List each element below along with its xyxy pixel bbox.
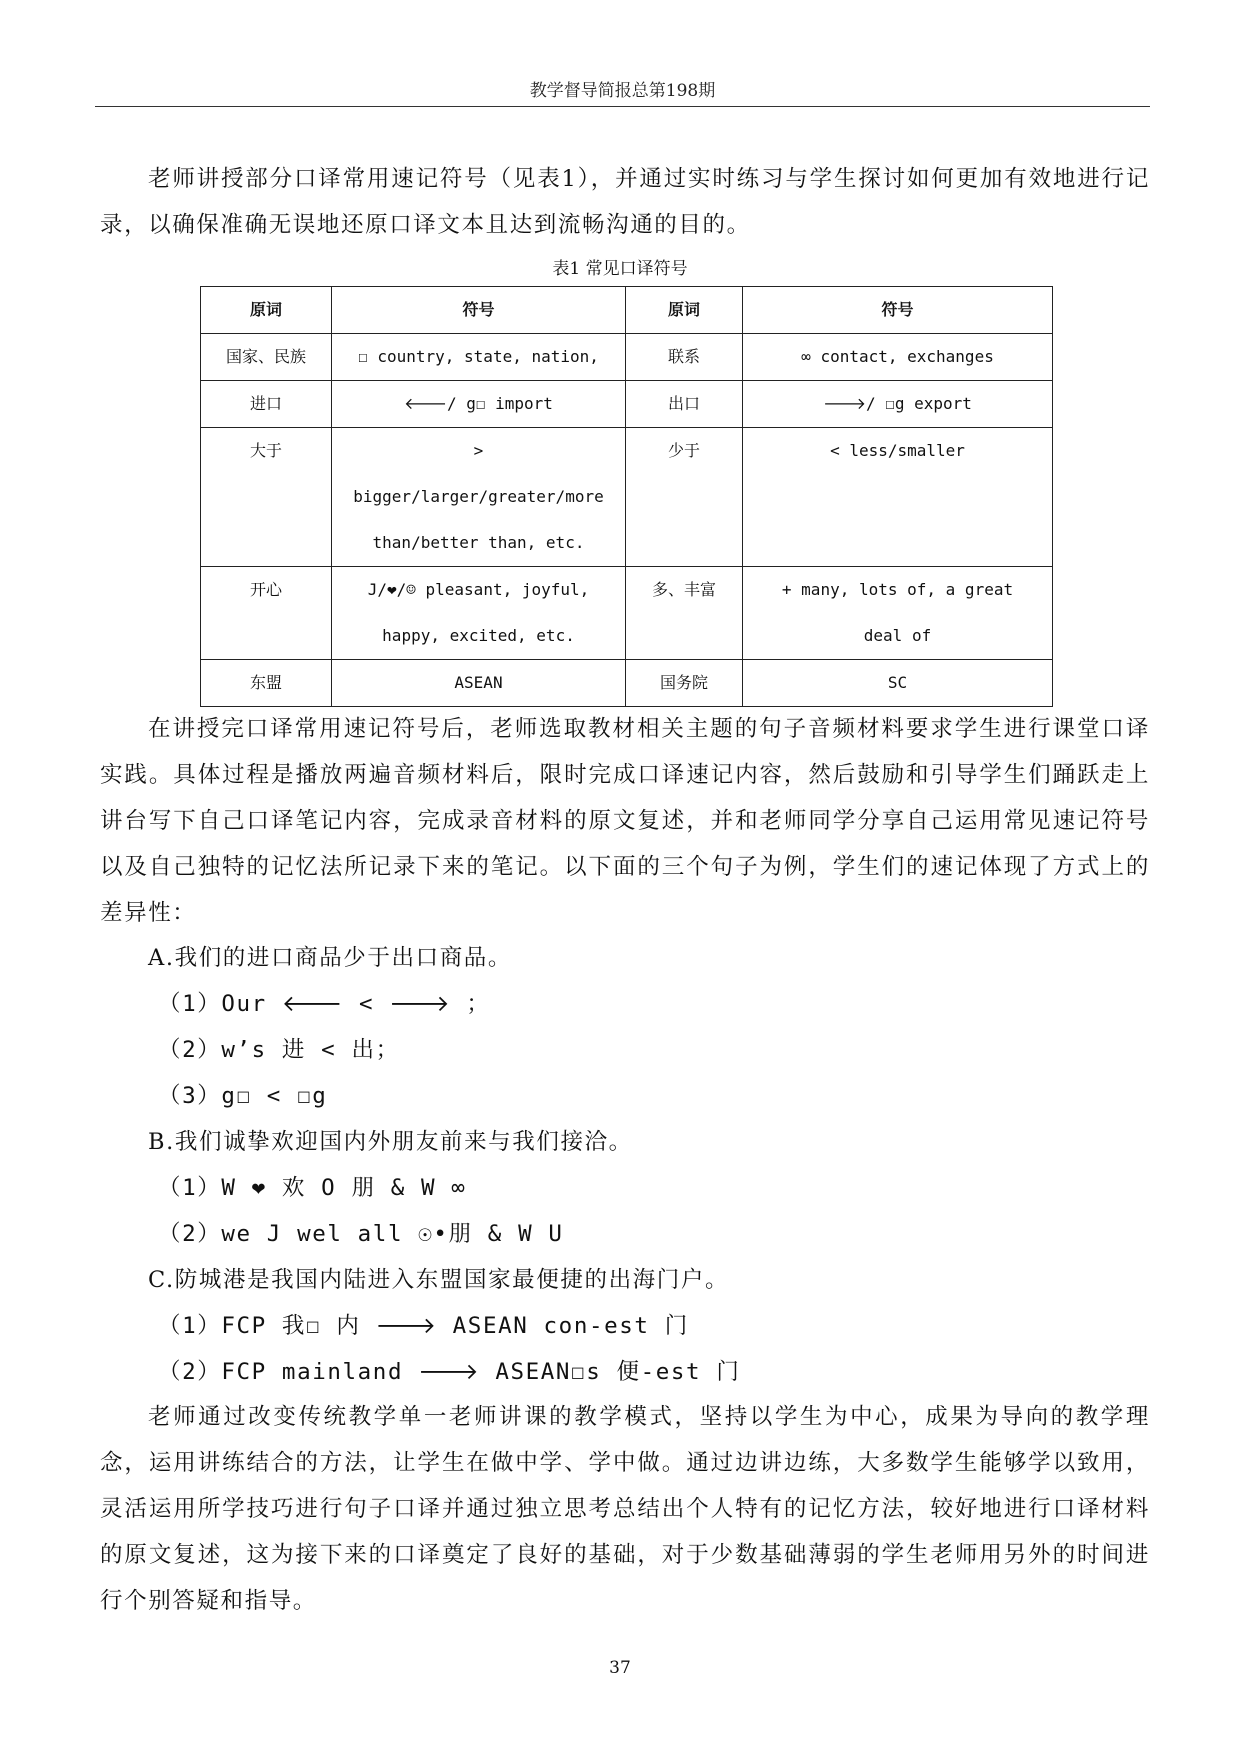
symbol-line: bigger/larger/greater/more [353, 487, 604, 506]
example-note: （1）FCP 我☐ 内 🡒 ASEAN con-est 门 [158, 1313, 689, 1339]
table-cell-symbol: ☐ country, state, nation, [332, 334, 626, 381]
table-cell-symbol: ASEAN [332, 660, 626, 707]
table-row [201, 567, 1053, 660]
example-note: （1）Our 🡐 < 🡒 ； [158, 991, 491, 1017]
table-cell-word: 多、丰富 [626, 567, 743, 660]
table-cell-symbol: 🡒/ ☐g export [743, 381, 1053, 428]
column-header: 符号 [332, 287, 626, 334]
symbol-line: deal of [863, 626, 932, 645]
table-cell-word: 出口 [626, 381, 743, 428]
table-cell-word: 国务院 [626, 660, 743, 707]
example-note: （2）FCP mainland 🡒 ASEAN☐s 便-est 门 [158, 1359, 741, 1385]
symbol-line: + many, lots of, a great [781, 580, 1014, 599]
table-row [201, 334, 1053, 381]
symbol-line: happy, excited, etc. [382, 626, 575, 645]
table-row [201, 660, 1053, 707]
table-cell-word: 国家、民族 [201, 334, 332, 381]
column-header: 符号 [743, 287, 1053, 334]
symbol-table [200, 286, 1053, 707]
table-cell-word: 少于 [626, 428, 743, 567]
practice-paragraph: 在讲授完口译常用速记符号后，老师选取教材相关主题的句子音频材料要求学生进行课堂口译实践。具体过程是播放两遍音频材料后，限时完成口译速记内容，然后鼓励和引导学生们踊跃走上讲台写下自己口译笔记内容，完成录音材料的原文复述，并和老师同学分享自己运用常见速记符号以及自己独特的记忆法所记录下来的笔记。以下面的三个句子为例，学生们的速记体现了方式上的差异性： [100, 716, 1150, 926]
example-sentence-b: B.我们诚挚欢迎国内外朋友前来与我们接洽。 [148, 1129, 633, 1155]
table-row [201, 381, 1053, 428]
table-cell-word: 东盟 [201, 660, 332, 707]
example-note: （2）we J wel all ☉•朋 & W U [158, 1221, 564, 1247]
table-cell-word: 大于 [201, 428, 332, 567]
column-header: 原词 [201, 287, 332, 334]
symbol-line: > [473, 441, 484, 460]
table-cell-symbol [332, 567, 626, 660]
table-cell-word: 联系 [626, 334, 743, 381]
page-number: 37 [609, 1658, 631, 1678]
column-header: 原词 [626, 287, 743, 334]
table-row [201, 428, 1053, 567]
table-caption: 表1 常见口译符号 [552, 259, 688, 279]
table-cell-symbol: ∞ contact, exchanges [743, 334, 1053, 381]
page-header: 教学督导简报总第198期 [529, 81, 716, 101]
example-note: （1）W ❤ 欢 O 朋 & W ∞ [158, 1175, 467, 1201]
example-note: （3）g☐ < ☐g [158, 1083, 328, 1109]
example-sentence-a: A.我们的进口商品少于出口商品。 [148, 945, 513, 971]
symbol-line: J/❤/☺ pleasant, joyful, [367, 580, 590, 599]
table-header-row [201, 287, 1053, 334]
table-cell-symbol [743, 567, 1053, 660]
table-cell-symbol: 🡐/ g☐ import [332, 381, 626, 428]
table-cell-word: 进口 [201, 381, 332, 428]
examples-list [100, 935, 1150, 1395]
table-cell-symbol: < less/smaller [743, 428, 1053, 567]
table-cell-symbol [332, 428, 626, 567]
example-note: （2）w’s 进 < 出； [158, 1037, 400, 1063]
symbol-line: than/better than, etc. [372, 533, 585, 552]
table-cell-word: 开心 [201, 567, 332, 660]
closing-paragraph: 老师通过改变传统教学单一老师讲课的教学模式，坚持以学生为中心，成果为导向的教学理念，运用讲练结合的方法，让学生在做中学、学中做。通过边讲边练，大多数学生能够学以致用，灵活运用所学技巧进行句子口译并通过独立思考总结出个人特有的记忆方法，较好地进行口译材料的原文复述，这为接下来的口译奠定了良好的基础，对于少数基础薄弱的学生老师用另外的时间进行个别答疑和指导。 [100, 1404, 1150, 1614]
example-sentence-c: C.防城港是我国内陆进入东盟国家最便捷的出海门户。 [148, 1267, 730, 1293]
table-cell-symbol: SC [743, 660, 1053, 707]
intro-paragraph: 老师讲授部分口译常用速记符号（见表1），并通过实时练习与学生探讨如何更加有效地进行记录，以确保准确无误地还原口译文本且达到流畅沟通的目的。 [100, 166, 1150, 238]
header-divider [95, 106, 1150, 107]
